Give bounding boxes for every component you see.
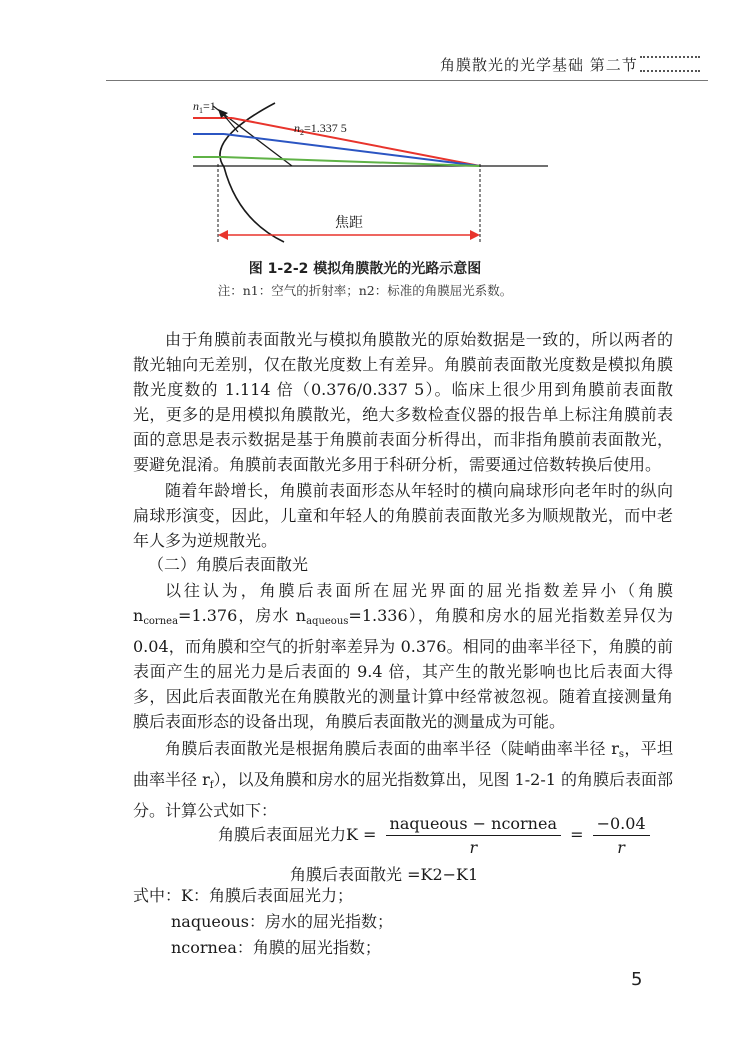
focal-length-label: 焦距 [335, 215, 363, 231]
page-number: 5 [631, 969, 643, 990]
definition-k: 式中：K：角膜后表面屈光力； [133, 886, 353, 905]
paragraph-4: 角膜后表面散光是根据角膜后表面的曲率半径（陡峭曲率半径 $r_s$，平坦曲率半径 $r_f$），以及角膜和房水的屈光指数算出，见图 1-2-1 的角膜后表面部分。计算公式如下： [133, 739, 673, 820]
running-header: 角膜散光的光学基础 第二节 [440, 56, 638, 74]
paragraph-1: 由于角膜前表面散光与模拟角膜散光的原始数据是一致的，所以两者的散光轴向无差别，仅在散光度数上有差异。角膜前表面散光度数是模拟角膜散光度数的 1.114 倍（0.376/0.337 5）。临床上很少用到角膜前表面散光，更多的是用模拟角膜散光，绝大多数检查仪器的报告单上标注角膜前表面的意思是表示数据是基于角膜前表面分析得出，而非指角膜前表面散光，要避免混淆。角膜前表面散光多用于科研分析，需要通过倍数转换后使用。 [133, 330, 673, 474]
figure-caption: 图 1-2-2 模拟角膜散光的光路示意图 [248, 261, 482, 277]
figure-note: 注：n1：空气的折射率；n2：标准的角膜屈光系数。 [217, 283, 513, 298]
definition-ncornea: ncornea：角膜的屈光指数； [171, 938, 381, 957]
definition-naqueous: naqueous：房水的屈光指数； [171, 912, 394, 931]
paragraph-2: 随着年龄增长，角膜前表面形态从年轻时的横向扁球形向老年时的纵向扁球形演变，因此，儿童和年轻人的角膜前表面散光多为顺规散光，而中老年人多为逆规散光。 [133, 481, 673, 550]
formula-refractive-power: 角膜后表面屈光力K = $\frac{\text{naqueous − ncornea}}{r}$ = $\frac{-0.04}{r}$ [218, 814, 654, 854]
formula-astigmatism: 角膜后表面散光 =K2−K1 [290, 865, 479, 884]
optical-path-diagram [0, 0, 730, 260]
label-n1: $n_1=1$ [193, 99, 216, 115]
cornea-arc [220, 103, 284, 242]
section-heading: （二）角膜后表面散光 [148, 555, 309, 574]
label-n2: $n_2=1.337$ 5 [294, 121, 347, 137]
focal-arrow-right [470, 230, 480, 240]
focal-arrow-left [218, 230, 228, 240]
paragraph-3: 以往认为，角膜后表面所在屈光界面的屈光指数差异小（角膜 $n_{cornea}=1.376$，房水 $n_{aqueous}=1.336$），角膜和房水的屈光指数差异仅为 0.04，而角膜和空气的折射率差异为 0.376。相同的曲率半径下，角膜的前表面产生的屈光力是后表面的 9.4 倍，其产生的散光影响也比后表面大得多，因此后表面散光在角膜散光的测量计算中经常被忽视。随着直接测量角膜后表面形态的设备出现，角膜后表面散光的测量成为可能。 [133, 581, 673, 731]
